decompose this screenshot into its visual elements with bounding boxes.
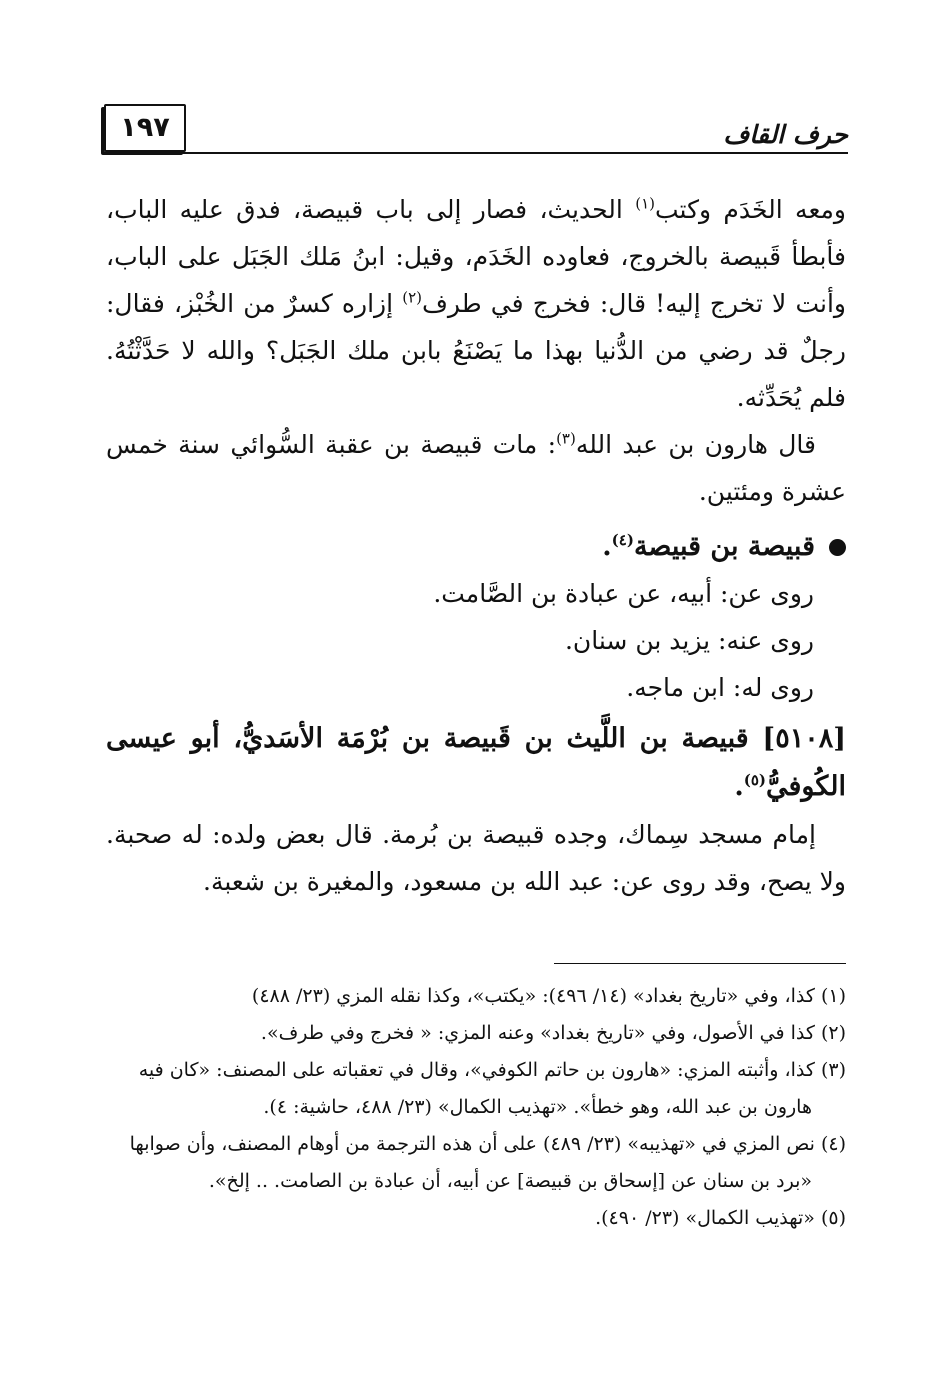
entry1-line-3: روى له: ابن ماجه. — [626, 673, 814, 702]
footnote-5 — [106, 1200, 846, 1237]
main-text — [106, 186, 846, 905]
footnote-3-continuation: هارون بن عبد الله، وهو خطأ». «تهذيب الكمال» (٢٣/ ٤٨٨، حاشية: ٤). — [263, 1096, 812, 1118]
entry1-end: . — [602, 531, 612, 562]
footnote-text: كذا في الأصول، وفي «تاريخ بغداد» وعنه المزي: « فخرج وفي طرف». — [260, 1022, 821, 1044]
entry-number: [٥١٠٨] — [762, 723, 846, 754]
paragraph-3: إمام مسجد سِماك، وجده قبيصة بن بُرمة. قال بعض ولده: له صحبة. ولا يصح، وقد روى عن: عبد الله بن مسعود، والمغيرة بن شعبة. — [106, 820, 846, 896]
footnote-1 — [106, 978, 846, 1015]
footnote-text: نص المزي في «تهذيبه» (٢٣/ ٤٨٩) على أن هذه الترجمة من أوهام المصنف، وأن صوابها — [129, 1133, 821, 1155]
footnote-3 — [106, 1052, 846, 1089]
footnote-4-continuation: «برد بن سنان عن [إسحاق بن قبيصة] عن أبيه، أن عبادة بن الصامت. .. إلخ». — [208, 1170, 812, 1192]
footnote-ref-3: (٣) — [556, 429, 576, 448]
p1-text-2: الحديث، فصار إلى باب قبيصة، فدق عليه الباب، فأبطأ قَبيصة بالخروج، فعاوده الخَدَم، وقيل: ابنُ مَلك الجَبَل على الباب، وأنت لا تخرج إليه! قال: فخرج في طرف — [106, 195, 846, 318]
p1-text-3: إزاره كسرٌ من الخُبْز، فقال: رجلٌ قد رضي من الدُّنيا بهذا ما يَصْنَعُ بابن ملك الجَبَل؟ والله لا حَدَّثْتُهُ. فلم يُحَدِّثه. — [106, 289, 846, 412]
footnote-4 — [106, 1126, 846, 1163]
page-header — [100, 98, 848, 158]
entry-heading-2 — [106, 715, 846, 811]
footnote-number: (٤) — [820, 1133, 846, 1155]
entry-heading-1 — [106, 523, 846, 570]
entry1-line-2: روى عنه: يزيد بن سنان. — [564, 626, 814, 655]
footnote-text: «تهذيب الكمال» (٢٣/ ٤٩٠). — [595, 1207, 821, 1229]
footnote-number: (٣) — [820, 1059, 846, 1081]
p2-text-1: قال هارون بن عبد الله — [575, 430, 816, 459]
entry2-title: قبيصة بن اللَّيث بن قَبيصة بن بُرْمَة الأسَديُّ، أبو عيسى الكُوفيُّ — [106, 723, 846, 802]
entry2-end: . — [734, 771, 744, 802]
footnote-rule — [554, 963, 846, 964]
footnotes — [106, 978, 846, 1237]
paragraph-2 — [106, 421, 846, 515]
footnote-ref-5: (٥) — [743, 771, 766, 789]
p2-text-2: : مات قبيصة بن عقبة السُّوائي سنة خمس عشرة ومئتين. — [106, 430, 846, 506]
entry1-title: قبيصة بن قبيصة — [633, 531, 815, 562]
footnote-number: (١) — [820, 985, 846, 1007]
bullet-icon — [829, 539, 846, 556]
p1-text-1: ومعه الخَدَم وكتب — [654, 195, 846, 224]
footnote-ref-1: (١) — [635, 194, 655, 213]
footnote-number: (٥) — [820, 1207, 846, 1229]
entry1-line-1: روى عن: أبيه، عن عبادة بن الصَّامت. — [433, 579, 814, 608]
footnote-text: كذا، وأثبته المزي: «هارون بن حاتم الكوفي»، وقال في تعقباته على المصنف: «كان فيه — [138, 1059, 821, 1081]
footnote-ref-2: (٢) — [402, 288, 422, 307]
footnote-number: (٢) — [820, 1022, 846, 1044]
running-head: حرف القاف — [723, 120, 848, 149]
page-number: ١٩٧ — [104, 104, 186, 152]
footnote-2 — [106, 1015, 846, 1052]
footnote-text: كذا، وفي «تاريخ بغداد» (١٤/ ٤٩٦): «يكتب»، وكذا نقله المزي (٢٣/ ٤٨٨) — [251, 985, 821, 1007]
header-rule — [104, 152, 848, 154]
footnote-ref-4: (٤) — [611, 531, 634, 549]
paragraph-1 — [106, 186, 846, 421]
